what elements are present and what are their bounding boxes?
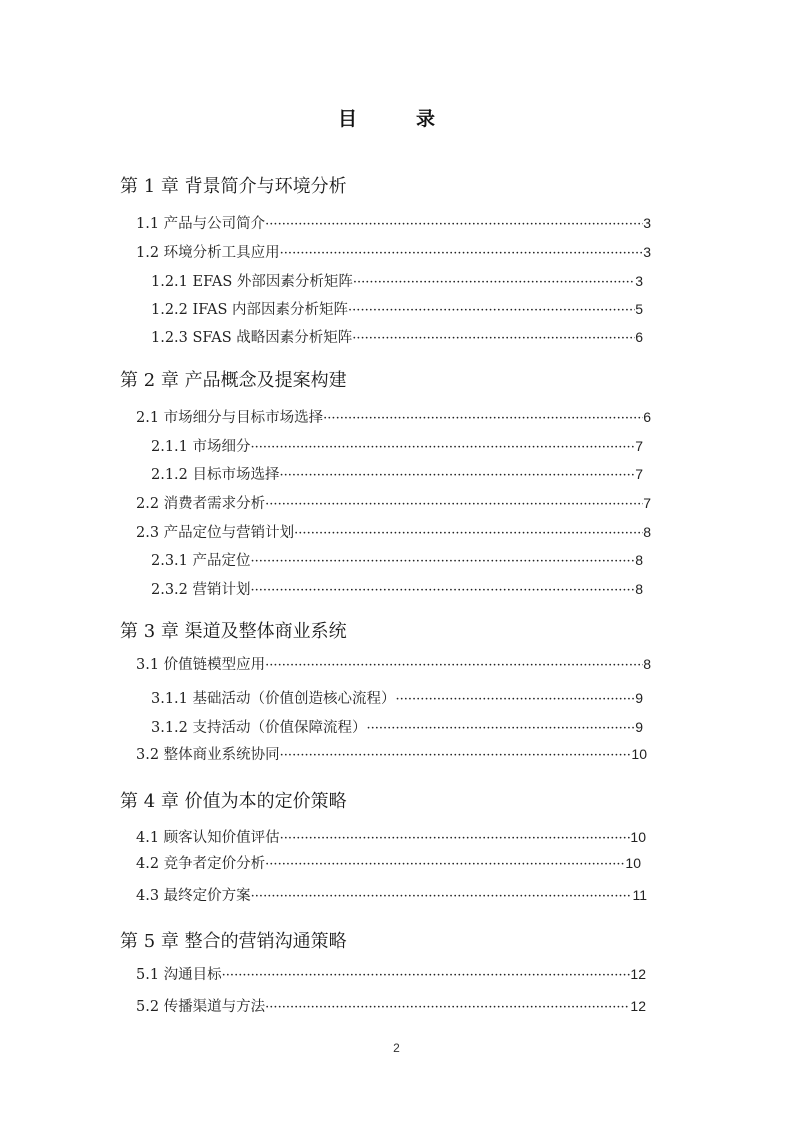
toc-entry-label: 2.3.2 营销计划	[151, 582, 251, 598]
toc-entry-page: 3	[643, 215, 651, 231]
toc-entry-page: 12	[630, 966, 646, 982]
toc-entry[interactable]	[136, 995, 646, 1016]
dot-leader	[294, 526, 643, 541]
toc-entry-page: 3	[635, 273, 643, 289]
toc-entry[interactable]	[151, 298, 643, 319]
toc-entry[interactable]	[136, 852, 641, 873]
toc-entry-label: 3.2 整体商业系统协同	[136, 747, 280, 763]
dot-leader	[251, 889, 633, 904]
toc-entry-label: 4.1 顾客认知价值评估	[136, 830, 280, 846]
toc-entry-page: 7	[635, 466, 643, 482]
toc-entry-label: 5.2 传播渠道与方法	[136, 999, 266, 1015]
dot-leader	[222, 968, 631, 983]
chapter-heading: 第 3 章 渠道及整体商业系统	[120, 621, 347, 642]
page-number: 2	[393, 1041, 400, 1055]
toc-entry-label: 2.1.2 目标市场选择	[151, 467, 280, 483]
toc-entry-label: 3.1.2 支持活动（价值保障流程）	[151, 720, 367, 736]
dot-leader	[251, 440, 636, 455]
toc-entry[interactable]	[136, 212, 651, 233]
toc-entry[interactable]	[151, 687, 643, 708]
toc-entry[interactable]	[151, 435, 643, 456]
toc-entry-page: 5	[635, 301, 643, 317]
toc-entry-page: 7	[643, 495, 651, 511]
toc-entry[interactable]	[136, 492, 651, 513]
dot-leader	[280, 468, 636, 483]
toc-entry-label: 2.3 产品定位与营销计划	[136, 525, 295, 541]
toc-entry[interactable]	[151, 549, 643, 570]
toc-entry-label: 1.1 产品与公司简介	[136, 216, 266, 232]
toc-entry-page: 9	[635, 690, 643, 706]
toc-entry[interactable]	[151, 326, 643, 347]
dot-leader	[265, 658, 643, 673]
toc-entry-page: 3	[643, 244, 651, 260]
toc-entry-label: 3.1 价值链模型应用	[136, 657, 266, 673]
toc-entry-page: 10	[630, 829, 646, 845]
toc-entry-page: 9	[635, 719, 643, 735]
dot-leader	[265, 217, 643, 232]
toc-entry-label: 5.1 沟通目标	[136, 967, 222, 983]
chapter-heading: 第 1 章 背景简介与环境分析	[120, 176, 347, 197]
toc-entry-label: 1.2.3 SFAS 战略因素分析矩阵	[151, 330, 353, 346]
dot-leader	[352, 331, 635, 346]
toc-entry[interactable]	[136, 743, 647, 764]
toc-entry[interactable]	[136, 653, 651, 674]
toc-title: 目 录	[337, 108, 455, 130]
toc-entry-page: 8	[635, 552, 643, 568]
toc-entry-label: 2.3.1 产品定位	[151, 553, 251, 569]
dot-leader	[280, 831, 631, 846]
dot-leader	[251, 583, 636, 598]
toc-entry[interactable]	[151, 578, 643, 599]
toc-entry-label: 2.1 市场细分与目标市场选择	[136, 410, 324, 426]
chapter-heading: 第 2 章 产品概念及提案构建	[120, 370, 347, 391]
dot-leader	[353, 275, 635, 290]
toc-entry-label: 2.1.1 市场细分	[151, 439, 251, 455]
toc-entry-label: 4.2 竞争者定价分析	[136, 856, 266, 872]
dot-leader	[265, 1000, 630, 1015]
toc-entry-page: 8	[635, 581, 643, 597]
toc-entry-label: 2.2 消费者需求分析	[136, 496, 266, 512]
toc-entry[interactable]	[136, 241, 651, 262]
toc-entry-page: 12	[630, 998, 646, 1014]
toc-entry[interactable]	[151, 270, 643, 291]
toc-entry[interactable]	[136, 963, 646, 984]
toc-entry[interactable]	[151, 463, 643, 484]
toc-entry[interactable]	[136, 826, 646, 847]
toc-entry-page: 7	[635, 438, 643, 454]
toc-entry-label: 4.3 最终定价方案	[136, 888, 251, 904]
toc-entry-label: 1.2 环境分析工具应用	[136, 245, 280, 261]
dot-leader	[265, 497, 643, 512]
toc-entry[interactable]	[136, 884, 647, 905]
chapter-heading: 第 5 章 整合的营销沟通策略	[120, 931, 347, 952]
toc-entry[interactable]	[151, 716, 643, 737]
toc-entry-label: 1.2.1 EFAS 外部因素分析矩阵	[151, 274, 353, 290]
dot-leader	[280, 748, 632, 763]
dot-leader	[396, 692, 636, 707]
dot-leader	[323, 411, 643, 426]
dot-leader	[280, 246, 644, 261]
toc-entry[interactable]	[136, 406, 651, 427]
toc-entry-page: 8	[643, 524, 651, 540]
dot-leader	[251, 554, 636, 569]
toc-entry-page: 10	[631, 746, 647, 762]
dot-leader	[367, 721, 636, 736]
toc-entry-page: 6	[635, 329, 643, 345]
toc-entry-label: 3.1.1 基础活动（价值创造核心流程）	[151, 691, 396, 707]
toc-entry-page: 11	[632, 887, 647, 903]
dot-leader	[348, 303, 635, 318]
dot-leader	[265, 857, 625, 872]
toc-entry-page: 8	[643, 656, 651, 672]
chapter-heading: 第 4 章 价值为本的定价策略	[120, 791, 347, 812]
toc-entry-page: 6	[643, 409, 651, 425]
toc-entry[interactable]	[136, 521, 651, 542]
toc-entry-label: 1.2.2 IFAS 内部因素分析矩阵	[151, 302, 349, 318]
toc-entry-page: 10	[625, 855, 641, 871]
